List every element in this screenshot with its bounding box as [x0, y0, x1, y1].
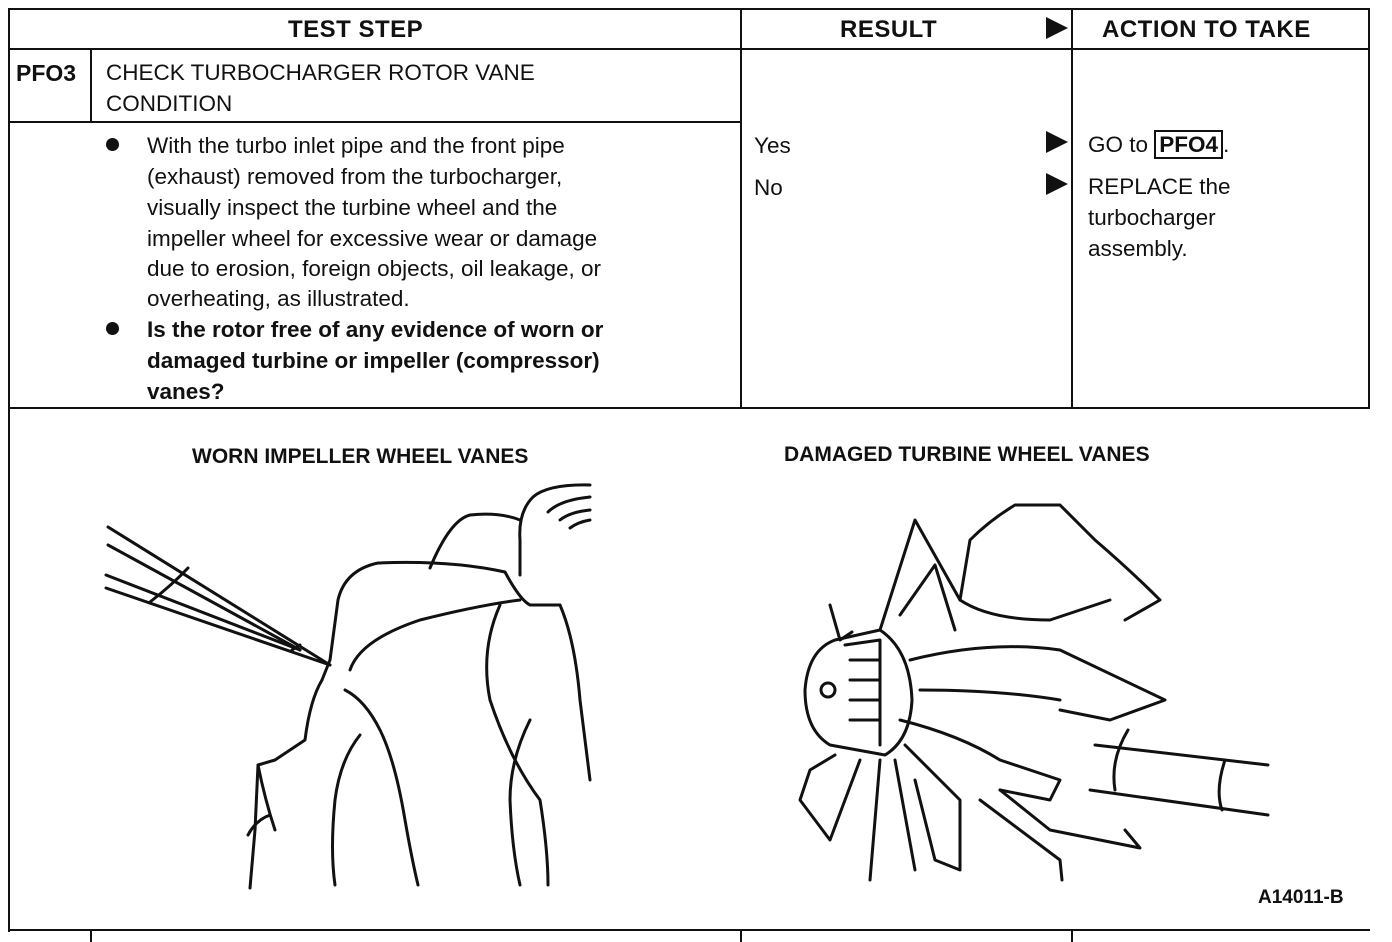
instruction-line: visually inspect the turbine wheel and the — [147, 195, 558, 220]
instruction-line: overheating, as illustrated. — [147, 286, 410, 311]
header-test-step: TEST STEP — [288, 16, 424, 43]
step-title-line-1: CHECK TURBOCHARGER ROTOR VANE — [106, 60, 535, 85]
question-line: damaged turbine or impeller (compressor) — [147, 348, 600, 373]
question-line: vanes? — [147, 379, 225, 404]
step-title-line-2: CONDITION — [106, 91, 233, 116]
action-yes-suffix: . — [1223, 132, 1230, 157]
instruction-line: With the turbo inlet pipe and the front pipe — [147, 133, 565, 158]
instruction-line: impeller wheel for excessive wear or damage — [147, 226, 598, 251]
instruction-line: due to erosion, foreign objects, oil leakage, or — [147, 256, 602, 281]
action-no-line: assembly. — [1088, 236, 1188, 261]
action-no-line: REPLACE the — [1088, 174, 1231, 199]
action-yes-step-link[interactable]: PFO4 — [1154, 130, 1223, 159]
action-yes-prefix: GO to — [1088, 132, 1155, 157]
result-no: No — [754, 175, 783, 200]
header-action-to-take: ACTION TO TAKE — [1102, 16, 1311, 43]
question-line: Is the rotor free of any evidence of worn or — [147, 317, 604, 342]
figure-id: A14011-B — [1258, 887, 1344, 908]
instruction-line: (exhaust) removed from the turbocharger, — [147, 164, 563, 189]
result-yes: Yes — [754, 133, 791, 158]
step-code: PFO3 — [16, 60, 77, 86]
header-result: RESULT — [840, 16, 938, 43]
right-illustration-caption: DAMAGED TURBINE WHEEL VANES — [784, 443, 1150, 466]
left-illustration-caption: WORN IMPELLER WHEEL VANES — [192, 445, 529, 468]
action-no-line: turbocharger — [1088, 205, 1216, 230]
